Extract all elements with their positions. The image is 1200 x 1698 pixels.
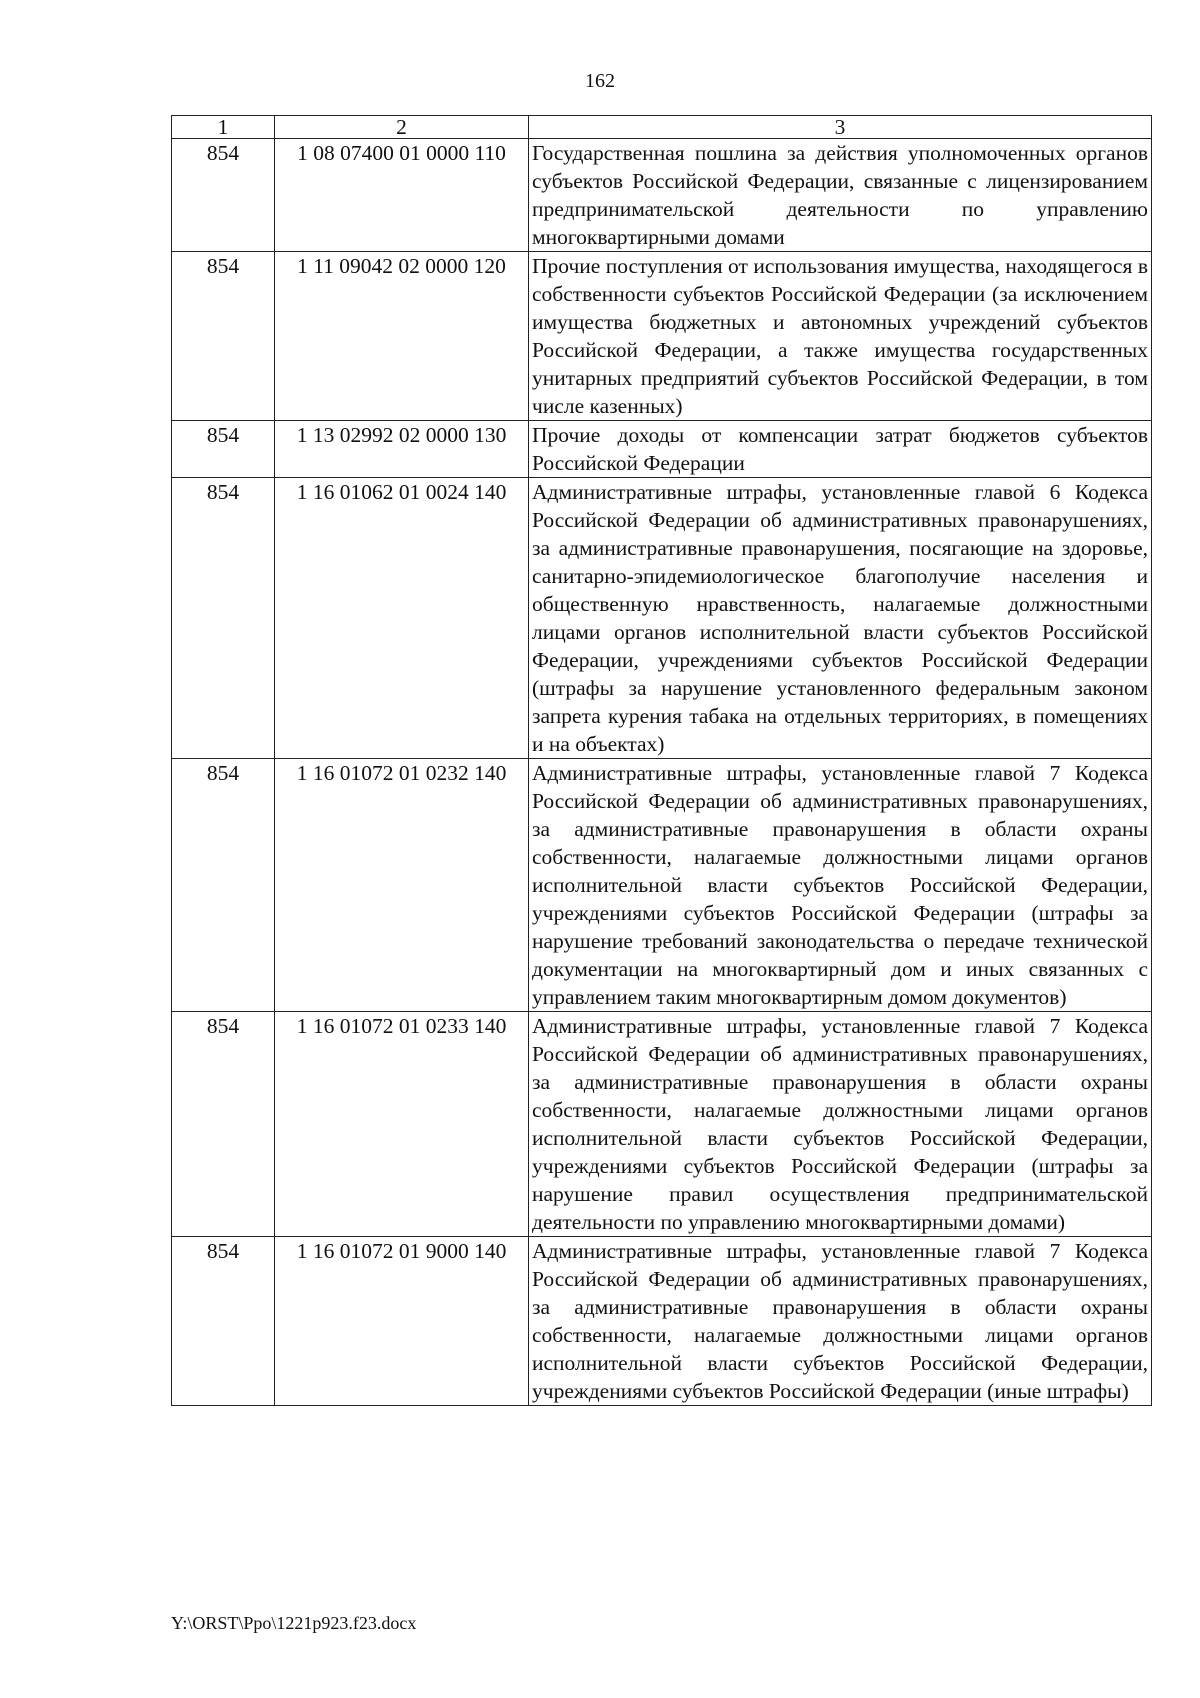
table-row <box>172 139 1152 252</box>
description-cell: Государственная пошлина за действия уполномоченных органов субъектов Российской Федерации, связанные с лицензированием предпринимательской деятельности по управлению многоквартирными домами <box>529 139 1152 252</box>
budget-code-cell: 1 16 01062 01 0024 140 <box>275 478 529 759</box>
description-cell: Прочие доходы от компенсации затрат бюджетов субъектов Российской Федерации <box>529 421 1152 478</box>
footer-file-path: Y:\ORST\Ppo\1221p923.f23.docx <box>171 1613 417 1633</box>
description-cell: Прочие поступления от использования имущества, находящегося в собственности субъектов Российской Федерации (за исключением имущества бюджетных и автономных учреждений субъектов Российской Федерации, а также имущества государственных унитарных предприятий субъектов Российской Федерации, в том числе казенных) <box>529 252 1152 421</box>
admin-code-cell: 854 <box>172 1012 275 1237</box>
table-row <box>172 759 1152 1012</box>
admin-code-cell: 854 <box>172 252 275 421</box>
description-cell: Административные штрафы, установленные главой 7 Кодекса Российской Федерации об административных правонарушениях, за административные правонарушения в области охраны собственности, налагаемые должностными лицами органов исполнительной власти субъектов Российской Федерации, учреждениями субъектов Российской Федерации (штрафы за нарушение требований законодательства о передаче технической документации на многоквартирный дом и иных связанных с управлением таким многоквартирным домом документов) <box>529 759 1152 1012</box>
admin-code-cell: 854 <box>172 139 275 252</box>
table-row <box>172 252 1152 421</box>
budget-code-cell: 1 16 01072 01 0233 140 <box>275 1012 529 1237</box>
column-header-1: 1 <box>172 116 275 139</box>
admin-code-cell: 854 <box>172 759 275 1012</box>
admin-code-cell: 854 <box>172 1237 275 1406</box>
column-header-2: 2 <box>275 116 529 139</box>
table-row <box>172 1237 1152 1406</box>
table-header-row <box>172 116 1152 139</box>
description-cell: Административные штрафы, установленные главой 7 Кодекса Российской Федерации об административных правонарушениях, за административные правонарушения в области охраны собственности, налагаемые должностными лицами органов исполнительной власти субъектов Российской Федерации, учреждениями субъектов Российской Федерации (штрафы за нарушение правил осуществления предпринимательской деятельности по управлению многоквартирными домами) <box>529 1012 1152 1237</box>
page-number: 162 <box>585 70 615 92</box>
column-header-3: 3 <box>529 116 1152 139</box>
admin-code-cell: 854 <box>172 478 275 759</box>
budget-code-cell: 1 11 09042 02 0000 120 <box>275 252 529 421</box>
budget-codes-table <box>171 115 1152 1406</box>
table-row <box>172 421 1152 478</box>
table-row <box>172 478 1152 759</box>
description-cell: Административные штрафы, установленные главой 7 Кодекса Российской Федерации об административных правонарушениях, за административные правонарушения в области охраны собственности, налагаемые должностными лицами органов исполнительной власти субъектов Российской Федерации, учреждениями субъектов Российской Федерации (иные штрафы) <box>529 1237 1152 1406</box>
budget-code-cell: 1 16 01072 01 0232 140 <box>275 759 529 1012</box>
table-row <box>172 1012 1152 1237</box>
admin-code-cell: 854 <box>172 421 275 478</box>
budget-code-cell: 1 16 01072 01 9000 140 <box>275 1237 529 1406</box>
budget-code-cell: 1 08 07400 01 0000 110 <box>275 139 529 252</box>
description-cell: Административные штрафы, установленные главой 6 Кодекса Российской Федерации об административных правонарушениях, за административные правонарушения, посягающие на здоровье, санитарно-эпидемиологическое благополучие населения и общественную нравственность, налагаемые должностными лицами органов исполнительной власти субъектов Российской Федерации, учреждениями субъектов Российской Федерации (штрафы за нарушение установленного федеральным законом запрета курения табака на отдельных территориях, в помещениях и на объектах) <box>529 478 1152 759</box>
budget-code-cell: 1 13 02992 02 0000 130 <box>275 421 529 478</box>
